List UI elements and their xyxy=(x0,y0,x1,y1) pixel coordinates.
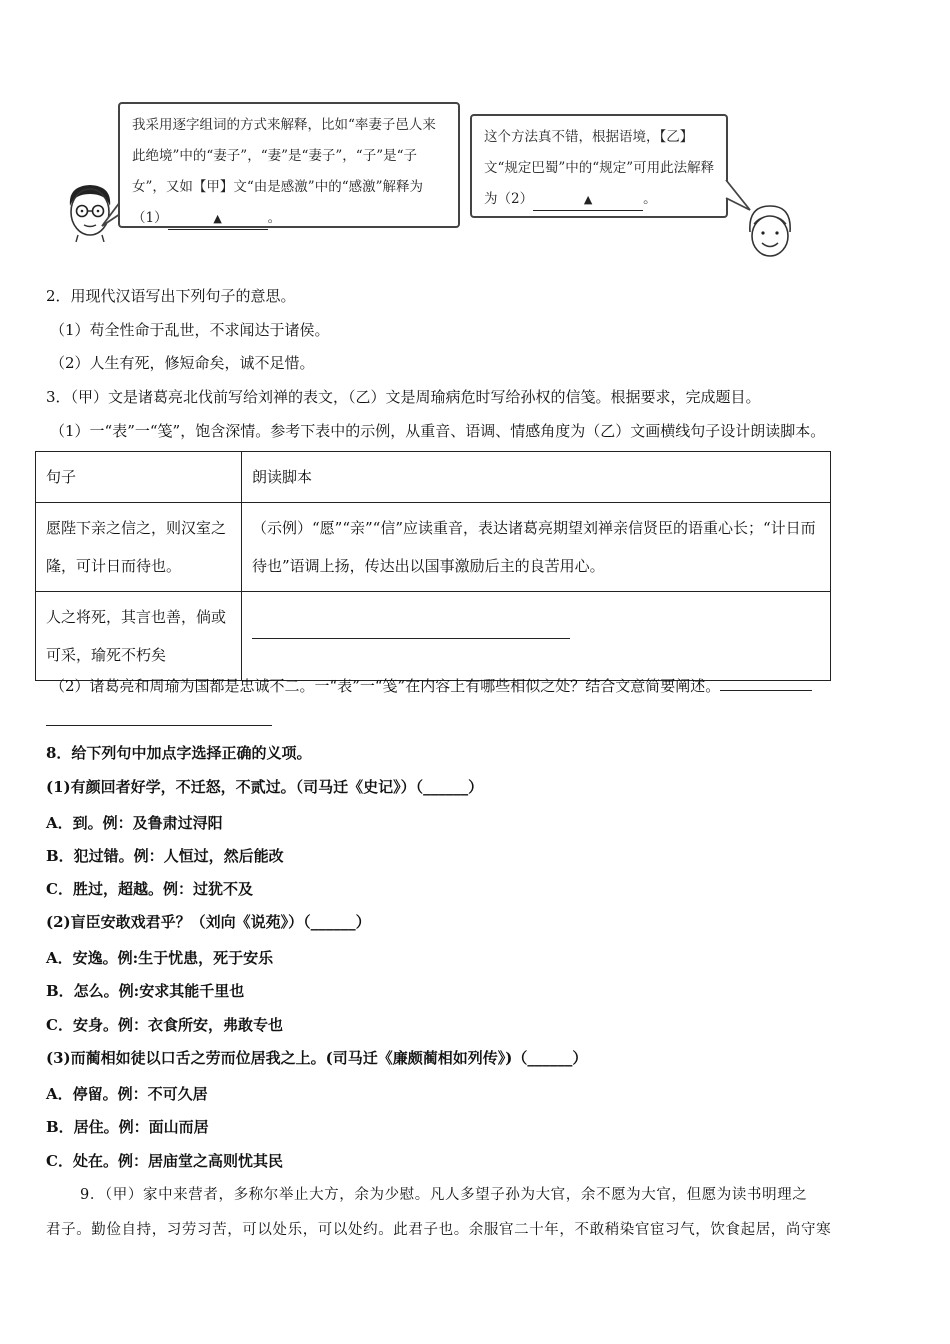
q8-p1-option-b[interactable]: B．犯过错。例：人恒过，然后能改 xyxy=(46,847,284,865)
q8-p3-option-b[interactable]: B．居住。例：面山而居 xyxy=(46,1118,209,1136)
answer-line[interactable] xyxy=(252,638,570,639)
table-header-sentence: 句子 xyxy=(36,452,242,503)
triangle-marker: ▲ xyxy=(583,193,593,206)
q8-p2-option-b[interactable]: B．怎么。例:安求其能千里也 xyxy=(46,982,245,1000)
q8-p3-stem: (3)而蔺相如徒以口舌之劳而位居我之上。(司马迁《廉颇蔺相如列传》)（______） xyxy=(46,1049,588,1067)
answer-blank-2[interactable] xyxy=(533,189,643,211)
q3-sub2-text: （2）诸葛亮和周瑜为国都是忠诚不二。一“表”一“笺”在内容上有哪些相似之处？结合文意简要阐述。 xyxy=(50,677,721,695)
q8-p3-option-a[interactable]: A．停留。例：不可久居 xyxy=(46,1085,208,1103)
bubble-left-period: 。 xyxy=(267,210,282,226)
table-cell-sentence: 愿陛下亲之信之，则汉室之隆，可计日而待也。 xyxy=(36,503,242,592)
speech-bubble-left xyxy=(118,102,460,228)
q2-sentence-2: （2）人生有死，修短命矣，诚不足惜。 xyxy=(50,354,315,372)
q8-p3-option-c[interactable]: C．处在。例：居庙堂之高则忧其民 xyxy=(46,1152,283,1170)
bubble-right-period: 。 xyxy=(643,191,657,207)
speech-bubble-right xyxy=(470,114,728,218)
answer-line[interactable] xyxy=(720,690,812,691)
q8-title: 8．给下列句中加点字选择正确的义项。 xyxy=(46,744,312,762)
triangle-marker: ▲ xyxy=(213,212,222,225)
bubble-right-text: 这个方法真不错，根据语境，【乙】文“规定巴蜀”中的“规定”可用此法解释为（2） xyxy=(484,129,715,207)
q8-p2-option-c[interactable]: C．安身。例：衣食所安，弗敢专也 xyxy=(46,1016,283,1034)
q9-line-1: 9．（甲）家中来营者，多称尔举止大方，余为少慰。凡人多望子孙为大官，余不愿为大官，但愿为读书明理之 xyxy=(80,1187,808,1203)
speech-illustration xyxy=(40,90,840,265)
q8-p1-option-c[interactable]: C．胜过，超越。例：过犹不及 xyxy=(46,880,253,898)
reading-script-table xyxy=(35,451,831,681)
table-header-row xyxy=(36,452,831,503)
q3-title: 3．（甲）文是诸葛亮北伐前写给刘禅的表文，（乙）文是周瑜病危时写给孙权的信笺。根据要求，完成题目。 xyxy=(46,388,761,406)
table-cell-script: （示例）“愿”“亲”“信”应读重音，表达诸葛亮期望刘禅亲信贤臣的语重心长；“计日而待也”语调上扬，传达出以国事激励后主的良苦用心。 xyxy=(242,503,831,592)
q2-title: 2．用现代汉语写出下列句子的意思。 xyxy=(46,287,296,305)
table-cell-sentence: 人之将死，其言也善，倘或可采，瑜死不朽矣 xyxy=(36,592,242,681)
q3-sub2 xyxy=(50,676,812,696)
q8-p2-stem: (2)盲臣安敢戏君乎？（刘向《说苑》）（______） xyxy=(46,913,371,931)
q2-sentence-1: （1）苟全性命于乱世，不求闻达于诸侯。 xyxy=(50,321,330,339)
answer-blank-1[interactable] xyxy=(168,208,268,230)
girl-face-icon xyxy=(740,202,800,262)
q8-p1-stem: (1)有颜回者好学，不迁怒，不贰过。（司马迁《史记》）（______） xyxy=(46,778,484,796)
table-header-script: 朗读脚本 xyxy=(242,452,831,503)
q3-sub1: （1）一“表”一“笺”，饱含深情。参考下表中的示例，从重音、语调、情感角度为（乙）文画横线句子设计朗读脚本。 xyxy=(50,422,826,440)
q8-p1-option-a[interactable]: A．到。例：及鲁肃过浔阳 xyxy=(46,814,223,832)
table-row xyxy=(36,503,831,592)
answer-line-continued[interactable] xyxy=(46,725,272,726)
table-cell-answer[interactable] xyxy=(242,592,831,681)
table-row xyxy=(36,592,831,681)
q9-line-2: 君子。勤俭自持，习劳习苦，可以处乐，可以处约。此君子也。余服官二十年，不敢稍染官宦习气，饮食起居，尚守寒 xyxy=(46,1222,832,1238)
bubble-left-text: 我采用逐字组词的方式来解释，比如“率妻子邑人来此绝境”中的“妻子”，“妻”是“妻子”，“子”是“子女”，又如【甲】文“由是感激”中的“感激”解释为（1） xyxy=(132,117,436,226)
q8-p2-option-a[interactable]: A．安逸。例:生于忧患，死于安乐 xyxy=(46,949,274,967)
